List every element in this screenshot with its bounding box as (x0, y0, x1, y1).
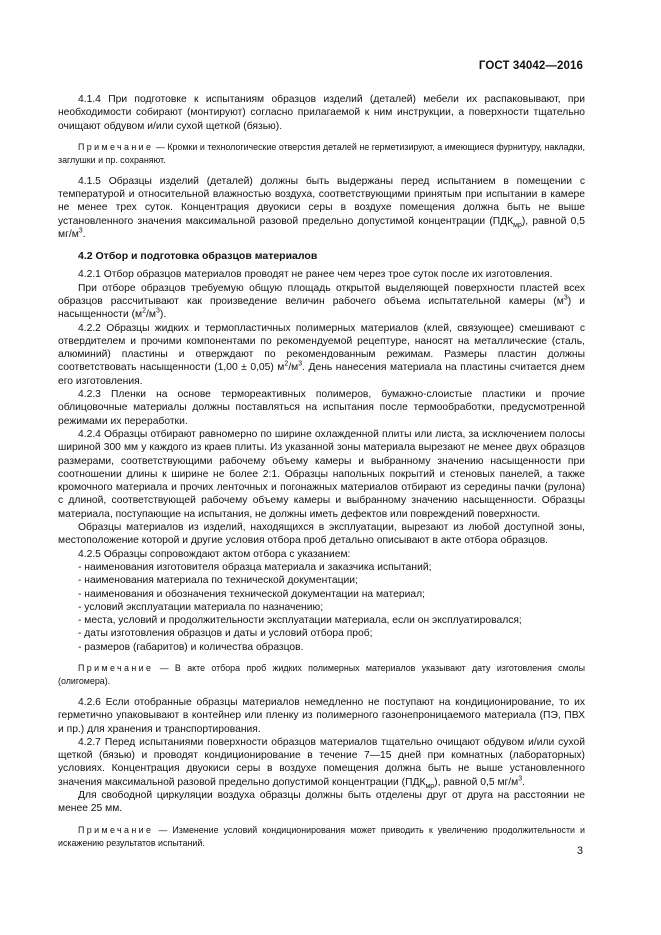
paragraph-4-2-4-b: Образцы материалов из изделий, находящихся в эксплуатации, вырезают из любой доступной зоны, местоположение которой и другие условия отбора проб детально описывают в акте отбора образцов. (58, 522, 585, 547)
list-item: - даты изготовления образцов и даты и условий отбора проб; (78, 628, 373, 640)
paragraph-4-2-2: 4.2.2 Образцы жидких и термопластичных полимерных материалов (клей, связующее) смешивают с отвердителем и прочими компонентами по рекомендуемой рецептуре, наносят на металлические (сталь, алюминий) пластины и отверждают по рекомендованным режимам. Размеры пластин должны соответствовать насыщенности (1,00 ± 0,05) $м^2/м^3$. День нанесения материала на пластины считается днем его изготовления. (58, 322, 586, 387)
list-item: - места, условий и продолжительности эксплуатации материала, если он эксплуатировался; (78, 615, 522, 627)
paragraph-4-2-1-b: При отборе образцов требуемую общую площадь открытой выделяющей поверхности пластей всех образцов рассчитывают как произведение величин рабочего объема испытательной камеры $(м^3)$ и насыщенности $(м^2/м^3)$. (58, 282, 585, 321)
paragraph-4-1-4: 4.1.4 При подготовке к испытаниям образцов изделий (деталей) мебели их распаковывают, при необходимости собирают (монтируют) согласно прилагаемой к ним инструкции, а поверхности тщательно очищают обдувом и/или сухой щеткой (бязью). (58, 94, 585, 132)
note-label: Примечание (78, 662, 154, 673)
paragraph-4-2-1: 4.2.1 Отбор образцов материалов проводят не ранее чем через трое суток после их изготовления. (78, 269, 553, 281)
document-body (58, 93, 585, 850)
note-label: Примечание (78, 824, 154, 835)
list-item: - наименования и обозначения технической документации на материал; (78, 588, 425, 600)
paragraph-4-2-7-b: Для свободной циркуляции воздуха образцы должны быть отделены друг от друга на расстоянии не менее 25 мм. (58, 790, 585, 815)
note-2 (58, 662, 585, 688)
list-item: - наименования изготовителя образца материала и заказчика испытаний; (78, 561, 432, 573)
list-item: - размеров (габаритов) и количества образцов. (78, 641, 304, 653)
note-label: Примечание (78, 141, 154, 152)
paragraph-4-2-5: 4.2.5 Образцы сопровождают актом отбора с указанием: (78, 548, 351, 560)
list-item: - условий эксплуатации материала по назначению; (78, 601, 324, 613)
document-code: ГОСТ 34042—2016 (478, 60, 583, 72)
note-text: — В акте отбора проб жидких полимерных материалов указывают дату изготовления смолы (олигомера). (58, 662, 585, 686)
paragraph-4-2-6: 4.2.6 Если отобранные образцы материалов немедленно не поступают на кондиционирование, то их герметично упаковывают в контейнер или пленку из полимерного газонепроницаемого материала (ПЭ, ПВХ и пр.) для хранения и транспортирования. (58, 696, 585, 735)
note-text: — Кромки и технологические отверстия деталей не герметизируют, а имеющиеся фурнитуру, накладки, заглушки и пр. сохраняют. (58, 141, 585, 165)
page-number: 3 (576, 845, 583, 857)
paragraph-4-2-3: 4.2.3 Пленки на основе термореактивных полимеров, бумажно-слоистые пластики и прочие облицовочные материалы должны поставляться на испытания после термообработки, предусмотренной режимами их переработки. (58, 389, 585, 427)
note-3 (58, 824, 585, 850)
list-item: - наименования материала по технической документации; (78, 575, 358, 587)
section-heading-4-2: 4.2 Отбор и подготовка образцов материалов (78, 250, 318, 263)
paragraph-4-2-7: 4.2.7 Перед испытаниями поверхности образцов материалов тщательно очищают обдувом и/или сухой щеткой (бязью) и проводят кондиционирование в течение 7—15 дней при комнатных (лабораторных) условиях. Концентрация двуокиси серы в воздухе помещения должна быть не выше установленного значения максимальной разовой предельно допустимой концентрации $(ПДК_{мр})$, равной 0,5 $мг/м^3$. (58, 736, 585, 790)
list-4-2-5 (58, 561, 585, 654)
note-text: — Изменение условий кондиционирования может приводить к увеличению продолжительности и искажению результатов испытаний. (58, 824, 585, 848)
paragraph-4-2-4: 4.2.4 Образцы отбирают равномерно по ширине охлажденной плиты или листа, за исключением полосы шириной 300 мм у каждого из краев плиты. Из указанной зоны материала вырезают не менее двух образцов размерами, соответствующими рабочему объему камеры и выбранному значению насыщенности при соотношении длины к ширине не более 2:1. Образцы напольных покрытий и стеновых панелей, а также кромочного материала и прочих ленточных и погонажных материалов отбирают из середины пачки (рулона) с длиной, соответствующей рабочему объему камеры и выбранному значению насыщенности. Образцы материала, поступающие на испытания, не должны иметь дефектов или повреждений поверхности. (58, 428, 585, 520)
paragraph-4-1-5: 4.1.5 Образцы изделий (деталей) должны быть выдержаны перед испытанием в помещении с температурой и относительной влажностью воздуха, соответствующими принятым при испытании в камере не менее трех суток. Концентрация двуокиси серы в воздухе помещения должна быть не выше установленного значения максимальной разовой предельно допустимой концентрации $(ПДК_{мр})$, равной 0,5 $мг/м^3$. (58, 175, 585, 241)
note-1 (58, 141, 585, 167)
